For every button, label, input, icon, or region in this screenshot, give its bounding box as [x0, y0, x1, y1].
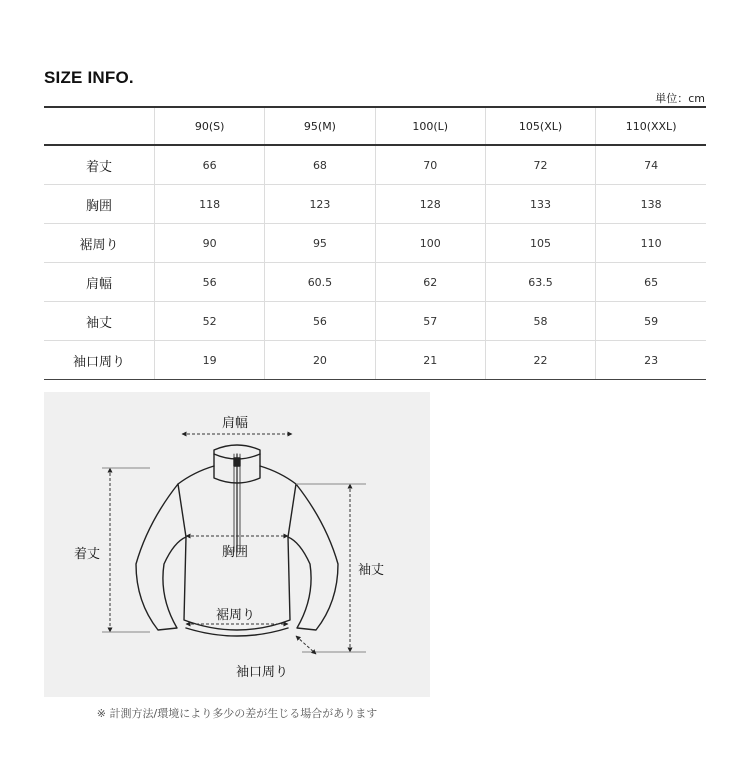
table-row: [44, 145, 706, 185]
table-row: [44, 185, 706, 224]
left-sleeve-outline: [136, 484, 186, 630]
table-cell: 90: [155, 224, 265, 263]
table-cell: 100: [375, 224, 485, 263]
cuff-label: 袖口周り: [236, 665, 289, 680]
chest-label: 胸囲: [222, 545, 249, 560]
size-table: [44, 106, 706, 380]
table-cell: 68: [265, 145, 375, 185]
column-header: 105(XL): [485, 107, 595, 145]
column-header: 100(L): [375, 107, 485, 145]
table-cell: 60.5: [265, 263, 375, 302]
table-cell: 59: [596, 302, 706, 341]
column-header: 90(S): [155, 107, 265, 145]
table-cell: 66: [155, 145, 265, 185]
table-cell: 133: [485, 185, 595, 224]
column-header: [44, 107, 155, 145]
table-cell: 19: [155, 341, 265, 380]
table-cell: 23: [596, 341, 706, 380]
measurement-diagram: [44, 392, 430, 697]
table-row: [44, 224, 706, 263]
length-label: 着丈: [74, 547, 101, 562]
row-label: 袖口周り: [44, 341, 155, 380]
table-cell: 70: [375, 145, 485, 185]
column-header: 95(M): [265, 107, 375, 145]
right-sleeve-outline: [288, 484, 338, 630]
row-label: 着丈: [44, 145, 155, 185]
table-cell: 62: [375, 263, 485, 302]
page-title: SIZE INFO.: [44, 68, 134, 87]
table-cell: 56: [155, 263, 265, 302]
cuff-arrow: [296, 636, 316, 654]
table-cell: 65: [596, 263, 706, 302]
table-cell: 74: [596, 145, 706, 185]
table-cell: 118: [155, 185, 265, 224]
table-cell: 22: [485, 341, 595, 380]
table-cell: 123: [265, 185, 375, 224]
row-label: 肩幅: [44, 263, 155, 302]
column-header: 110(XXL): [596, 107, 706, 145]
zipper-pull-icon: [234, 458, 240, 466]
row-label: 裾周り: [44, 224, 155, 263]
table-cell: 128: [375, 185, 485, 224]
table-cell: 63.5: [485, 263, 595, 302]
shoulder-width-label: 肩幅: [222, 416, 249, 431]
table-cell: 110: [596, 224, 706, 263]
table-row: [44, 263, 706, 302]
measurement-note: ※ 計測方法/環境により多少の差が生じる場合があります: [96, 707, 378, 720]
table-cell: 56: [265, 302, 375, 341]
table-cell: 105: [485, 224, 595, 263]
table-cell: 57: [375, 302, 485, 341]
table-cell: 58: [485, 302, 595, 341]
table-header-row: [44, 107, 706, 145]
sleeve-length-label: 袖丈: [358, 563, 385, 578]
row-label: 袖丈: [44, 302, 155, 341]
row-label: 胸囲: [44, 185, 155, 224]
table-cell: 138: [596, 185, 706, 224]
table-row: [44, 341, 706, 380]
table-cell: 21: [375, 341, 485, 380]
hem-label: 裾周り: [216, 608, 256, 623]
table-cell: 72: [485, 145, 595, 185]
table-row: [44, 302, 706, 341]
table-cell: 52: [155, 302, 265, 341]
unit-label: 単位：cm: [655, 92, 705, 105]
table-cell: 95: [265, 224, 375, 263]
table-cell: 20: [265, 341, 375, 380]
hem-band: [186, 628, 288, 636]
